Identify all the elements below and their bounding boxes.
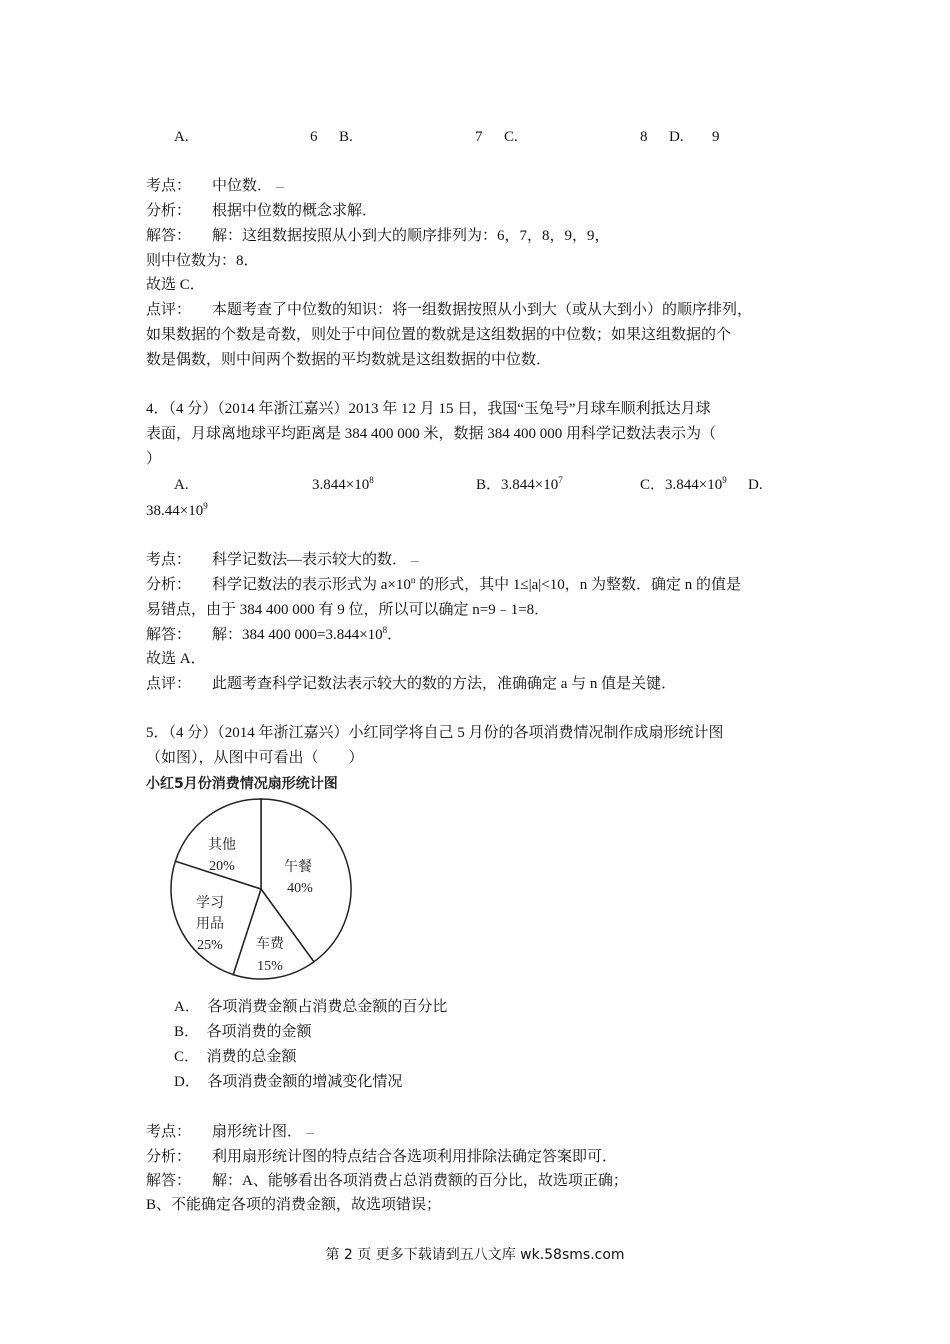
q3-option-d-value: 9 bbox=[712, 129, 720, 145]
slice-label-lunch: 午餐 bbox=[284, 859, 312, 875]
q3-dianping-line2: 如果数据的个数是奇数，则处于中间位置的数就是这组数据的中位数；如果这组数据的个 bbox=[146, 327, 732, 343]
slice-pct-study: 25% bbox=[197, 938, 223, 953]
q5-option-c: C． 消费的总金额 bbox=[174, 1049, 297, 1065]
q5-option-a: A． 各项消费金额占消费总金额的百分比 bbox=[174, 999, 448, 1015]
q5-jieda-line2: B、不能确定各项的消费金额，故选项错误； bbox=[146, 1197, 442, 1213]
q3-kaodian: 考点： 中位数． bbox=[146, 175, 284, 197]
q4-answer: 故选 A． bbox=[146, 651, 206, 667]
q3-option-d: D. bbox=[669, 129, 684, 145]
page-footer: 第 2 页 更多下载请到五八文库 wk.58sms.com bbox=[325, 1247, 625, 1263]
q5-fenxi: 分析： 利用扇形统计图的特点结合各选项利用排除法确定答案即可． bbox=[146, 1149, 618, 1165]
q4-option-a: A. bbox=[174, 477, 189, 493]
q4-option-b: B．$3.844\times 10^7$ bbox=[476, 475, 563, 493]
q4-dianping: 点评： 此题考查科学记数法表示较大的数的方法，准确确定 a 与 n 值是关键． bbox=[146, 676, 677, 692]
q4-stem-line3: ） bbox=[146, 451, 162, 467]
slice-label-fare: 车费 bbox=[256, 936, 284, 952]
q4-stem-line2: 表面，月球离地球平均距离是 384 400 000 米，数据 384 400 000 用科学记数法表示为（ bbox=[146, 426, 717, 442]
q4-fenxi: 分析： 科学记数法的表示形式为 $a\times 10^n$ 的形式，其中 1≤|a|<10，n 为整数．确定 n 的值是 bbox=[146, 575, 741, 593]
q3-option-c: C. bbox=[504, 129, 518, 145]
q3-answer: 故选 C． bbox=[146, 277, 205, 293]
q4-option-d: D. bbox=[748, 477, 763, 493]
q3-fenxi: 分析： 根据中位数的概念求解． bbox=[146, 203, 378, 219]
q4-option-d-value: $38.44\times 10^9$ bbox=[146, 501, 208, 519]
q3-option-a-value: 6 bbox=[310, 129, 318, 145]
q5-stem-line2: （如图），从图中可看出（ ） bbox=[146, 750, 364, 766]
slice-label-study-2: 用品 bbox=[196, 916, 224, 932]
q3-option-b-value: 7 bbox=[475, 129, 483, 145]
q3-option-c-value: 8 bbox=[640, 129, 648, 145]
slice-pct-other: 20% bbox=[209, 859, 235, 874]
q5-option-b: B． 各项消费的金额 bbox=[174, 1024, 312, 1040]
q3-dianping: 点评： 本题考查了中位数的知识：将一组数据按照从小到大（或从大到小）的顺序排列， bbox=[146, 302, 753, 318]
q4-stem-line1: 4．（4 分）（2014 年浙江嘉兴）2013 年 12 月 15 日，我国“玉兔号”月球车顺利抵达月球 bbox=[146, 401, 711, 417]
q5-jieda: 解答： 解：A、能够看出各项消费占总消费额的百分比，故选项正确； bbox=[146, 1173, 628, 1189]
q3-dianping-line3: 数是偶数，则中间两个数据的平均数就是这组数据的中位数． bbox=[146, 352, 552, 368]
q5-stem-line1: 5．（4 分）（2014 年浙江嘉兴）小红同学将自己 5 月份的各项消费情况制作成扇形统计图 bbox=[146, 725, 724, 741]
q5-option-d: D． 各项消费金额的增减变化情况 bbox=[174, 1074, 403, 1090]
q4-jieda: 解答： 解：384 400 $000=3.844\times 10^8$． bbox=[146, 625, 403, 643]
slice-pct-fare: 15% bbox=[257, 959, 283, 974]
q4-fenxi-line2: 易错点，由于 384 400 000 有 9 位，所以可以确定 n=9﹣1=8． bbox=[146, 602, 550, 618]
q5-kaodian: 考点： 扇形统计图． bbox=[146, 1121, 314, 1143]
q4-option-a-value: $3.844\times 10^8$ bbox=[312, 475, 374, 493]
slice-label-other: 其他 bbox=[208, 837, 236, 853]
q3-median-line: 则中位数为：8． bbox=[146, 253, 259, 269]
q3-option-b: B. bbox=[339, 129, 353, 145]
q4-option-c: C．$3.844\times 10^9$ bbox=[640, 475, 727, 493]
chart-title: 小红5月份消费情况扇形统计图 bbox=[146, 776, 338, 792]
slice-pct-lunch: 40% bbox=[287, 881, 313, 896]
slice-label-study-1: 学习 bbox=[196, 895, 224, 911]
q3-option-a: A. bbox=[174, 129, 189, 145]
pie-chart bbox=[146, 796, 366, 996]
q3-jieda: 解答： 解：这组数据按照从小到大的顺序排列为：6，7，8，9，9， bbox=[146, 228, 610, 244]
q4-kaodian: 考点： 科学记数法—表示较大的数． bbox=[146, 549, 419, 571]
